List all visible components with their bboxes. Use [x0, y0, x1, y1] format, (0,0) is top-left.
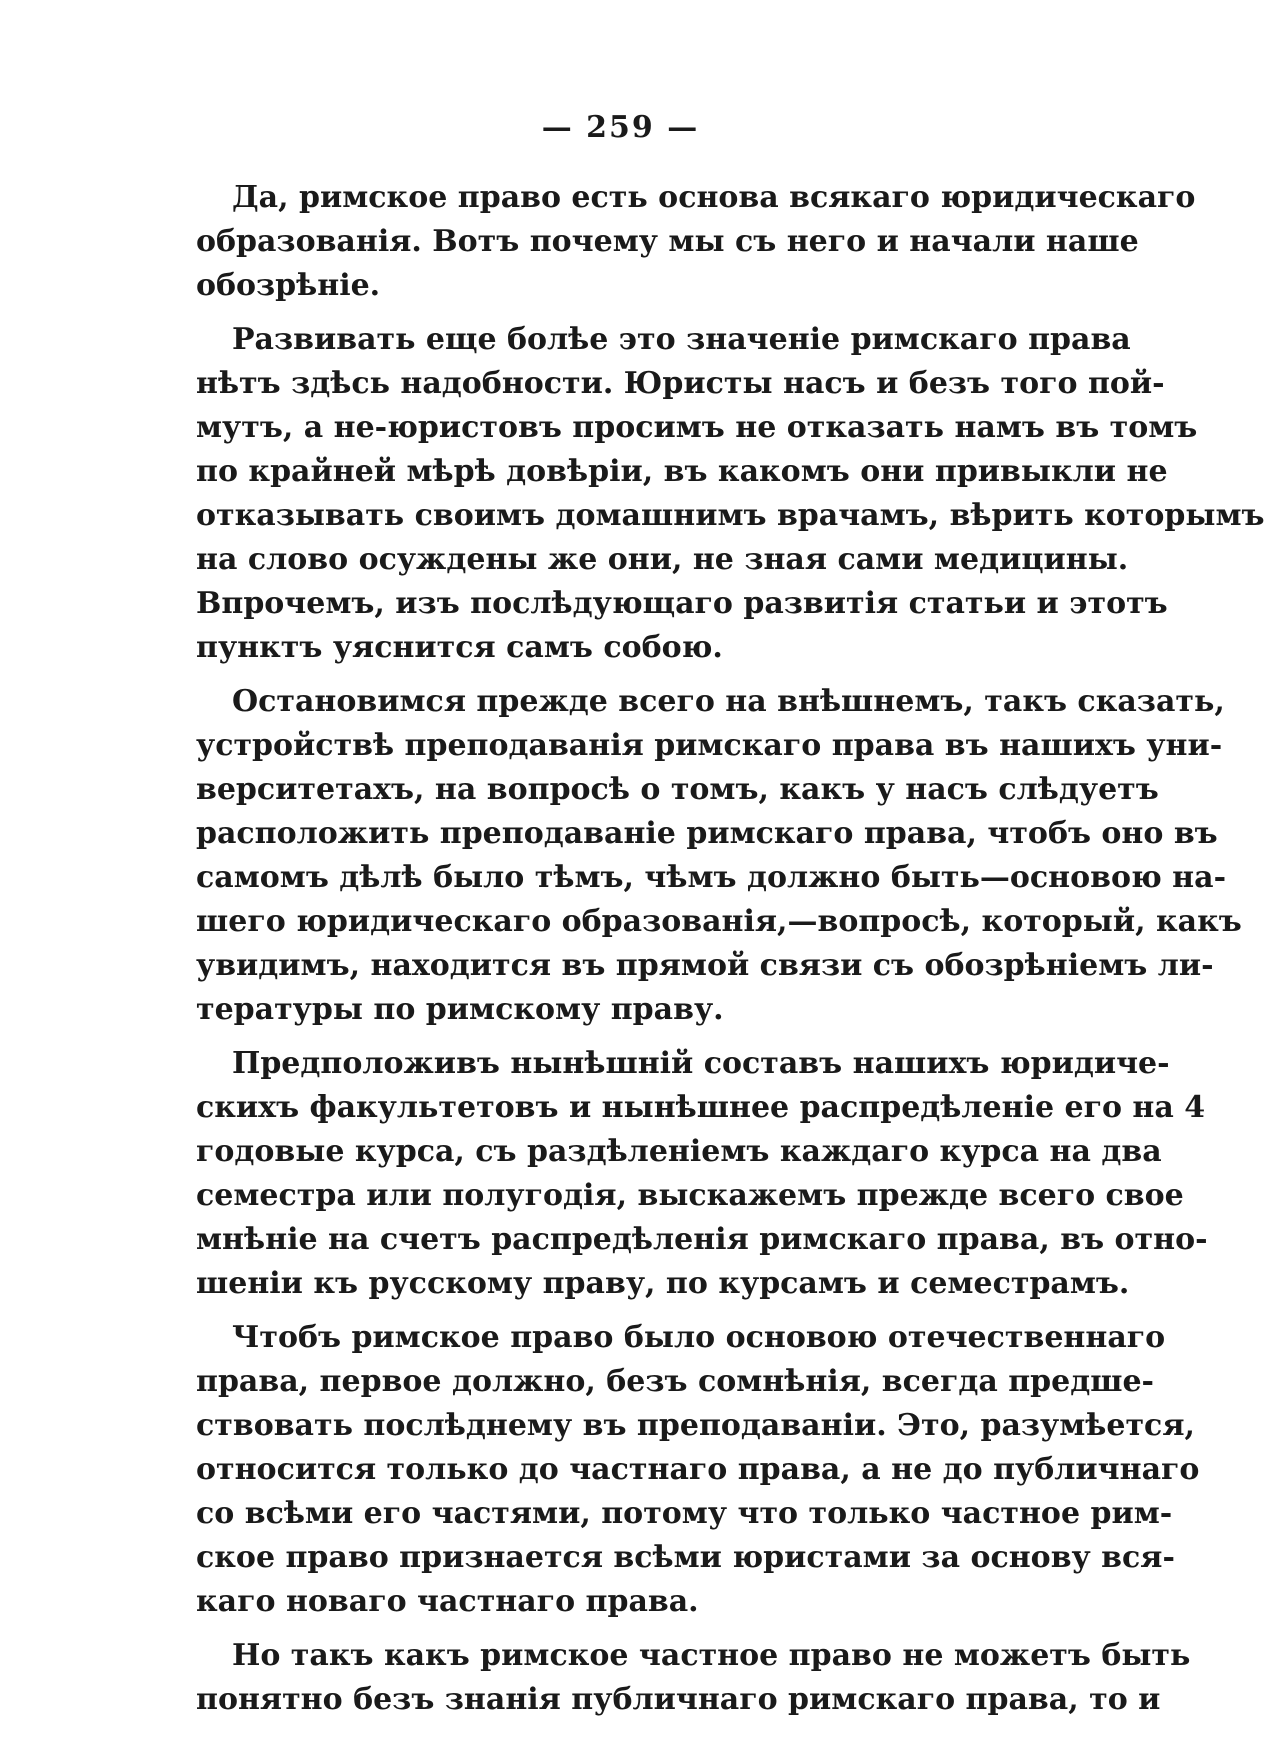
text-line: шего юридическаго образованія,—вопросѣ, который, какъ [196, 904, 1242, 939]
text-line: годовые курса, съ раздѣленіемъ каждаго курса на два [196, 1134, 1162, 1169]
text-line: на слово осуждены же они, не зная сами медицины. [196, 542, 1129, 577]
text-line: пунктъ уяснится самъ собою. [196, 630, 723, 665]
text-line: отказывать своимъ домашнимъ врачамъ, вѣрить которымъ [196, 498, 1265, 533]
text-line: по крайней мѣрѣ довѣріи, въ какомъ они привыкли не [196, 454, 1168, 489]
text-line: устройствѣ преподаванія римскаго права въ нашихъ уни- [196, 728, 1223, 763]
text-line: мутъ, а не-юристовъ просимъ не отказать намъ въ томъ [196, 410, 1198, 445]
text-line: Развивать еще болѣе это значеніе римскаго права [232, 322, 1131, 357]
text-line: верситетахъ, на вопросѣ о томъ, какъ у насъ слѣдуетъ [196, 772, 1159, 807]
paragraph-gap [196, 1306, 1050, 1316]
text-line: образованія. Вотъ почему мы съ него и начали наше [196, 224, 1139, 259]
text-line: Да, римское право есть основа всякаго юридическаго [232, 180, 1196, 215]
paragraph-gap [196, 308, 1050, 318]
text-line: шеніи къ русскому праву, по курсамъ и семестрамъ. [196, 1266, 1130, 1301]
page-number: — 259 — [541, 110, 700, 145]
paragraph-gap [196, 670, 1050, 680]
text-line: Но такъ какъ римское частное право не можетъ быть [232, 1638, 1191, 1673]
text-line: каго новаго частнаго права. [196, 1584, 699, 1619]
text-line: относится только до частнаго права, а не до публичнаго [196, 1452, 1200, 1487]
text-line: Чтобъ римское право было основою отечественнаго [232, 1320, 1166, 1355]
text-line: нѣтъ здѣсь надобности. Юристы насъ и безъ того пой- [196, 366, 1165, 401]
text-line: Остановимся прежде всего на внѣшнемъ, такъ сказать, [232, 684, 1225, 719]
body-text [196, 176, 1265, 1722]
text-line: тературы по римскому праву. [196, 992, 724, 1027]
paragraph-gap [196, 1032, 1050, 1042]
text-line: расположить преподаваніе римскаго права, чтобъ оно въ [196, 816, 1218, 851]
text-line: увидимъ, находится въ прямой связи съ обозрѣніемъ ли- [196, 948, 1214, 983]
text-line: Впрочемъ, изъ послѣдующаго развитія статьи и этотъ [196, 586, 1168, 621]
text-line: семестра или полугодія, выскажемъ прежде всего свое [196, 1178, 1184, 1213]
text-line: мнѣніе на счетъ распредѣленія римскаго права, въ отно- [196, 1222, 1208, 1257]
text-line: со всѣми его частями, потому что только частное рим- [196, 1496, 1173, 1531]
text-line: ствовать послѣднему въ преподаваніи. Это, разумѣется, [196, 1408, 1195, 1443]
text-line: скихъ факультетовъ и нынѣшнее распредѣленіе его на 4 [196, 1090, 1206, 1125]
text-line: обозрѣніе. [196, 268, 381, 303]
text-line: понятно безъ знанія публичнаго римскаго права, то и [196, 1682, 1161, 1717]
text-line: Предположивъ нынѣшній составъ нашихъ юридиче- [232, 1046, 1170, 1081]
text-line: права, первое должно, безъ сомнѣнія, всегда предше- [196, 1364, 1155, 1399]
text-line: самомъ дѣлѣ было тѣмъ, чѣмъ должно быть—основою на- [196, 860, 1227, 895]
text-line: ское право признается всѣми юристами за основу вся- [196, 1540, 1175, 1575]
paragraph-gap [196, 1624, 1050, 1634]
